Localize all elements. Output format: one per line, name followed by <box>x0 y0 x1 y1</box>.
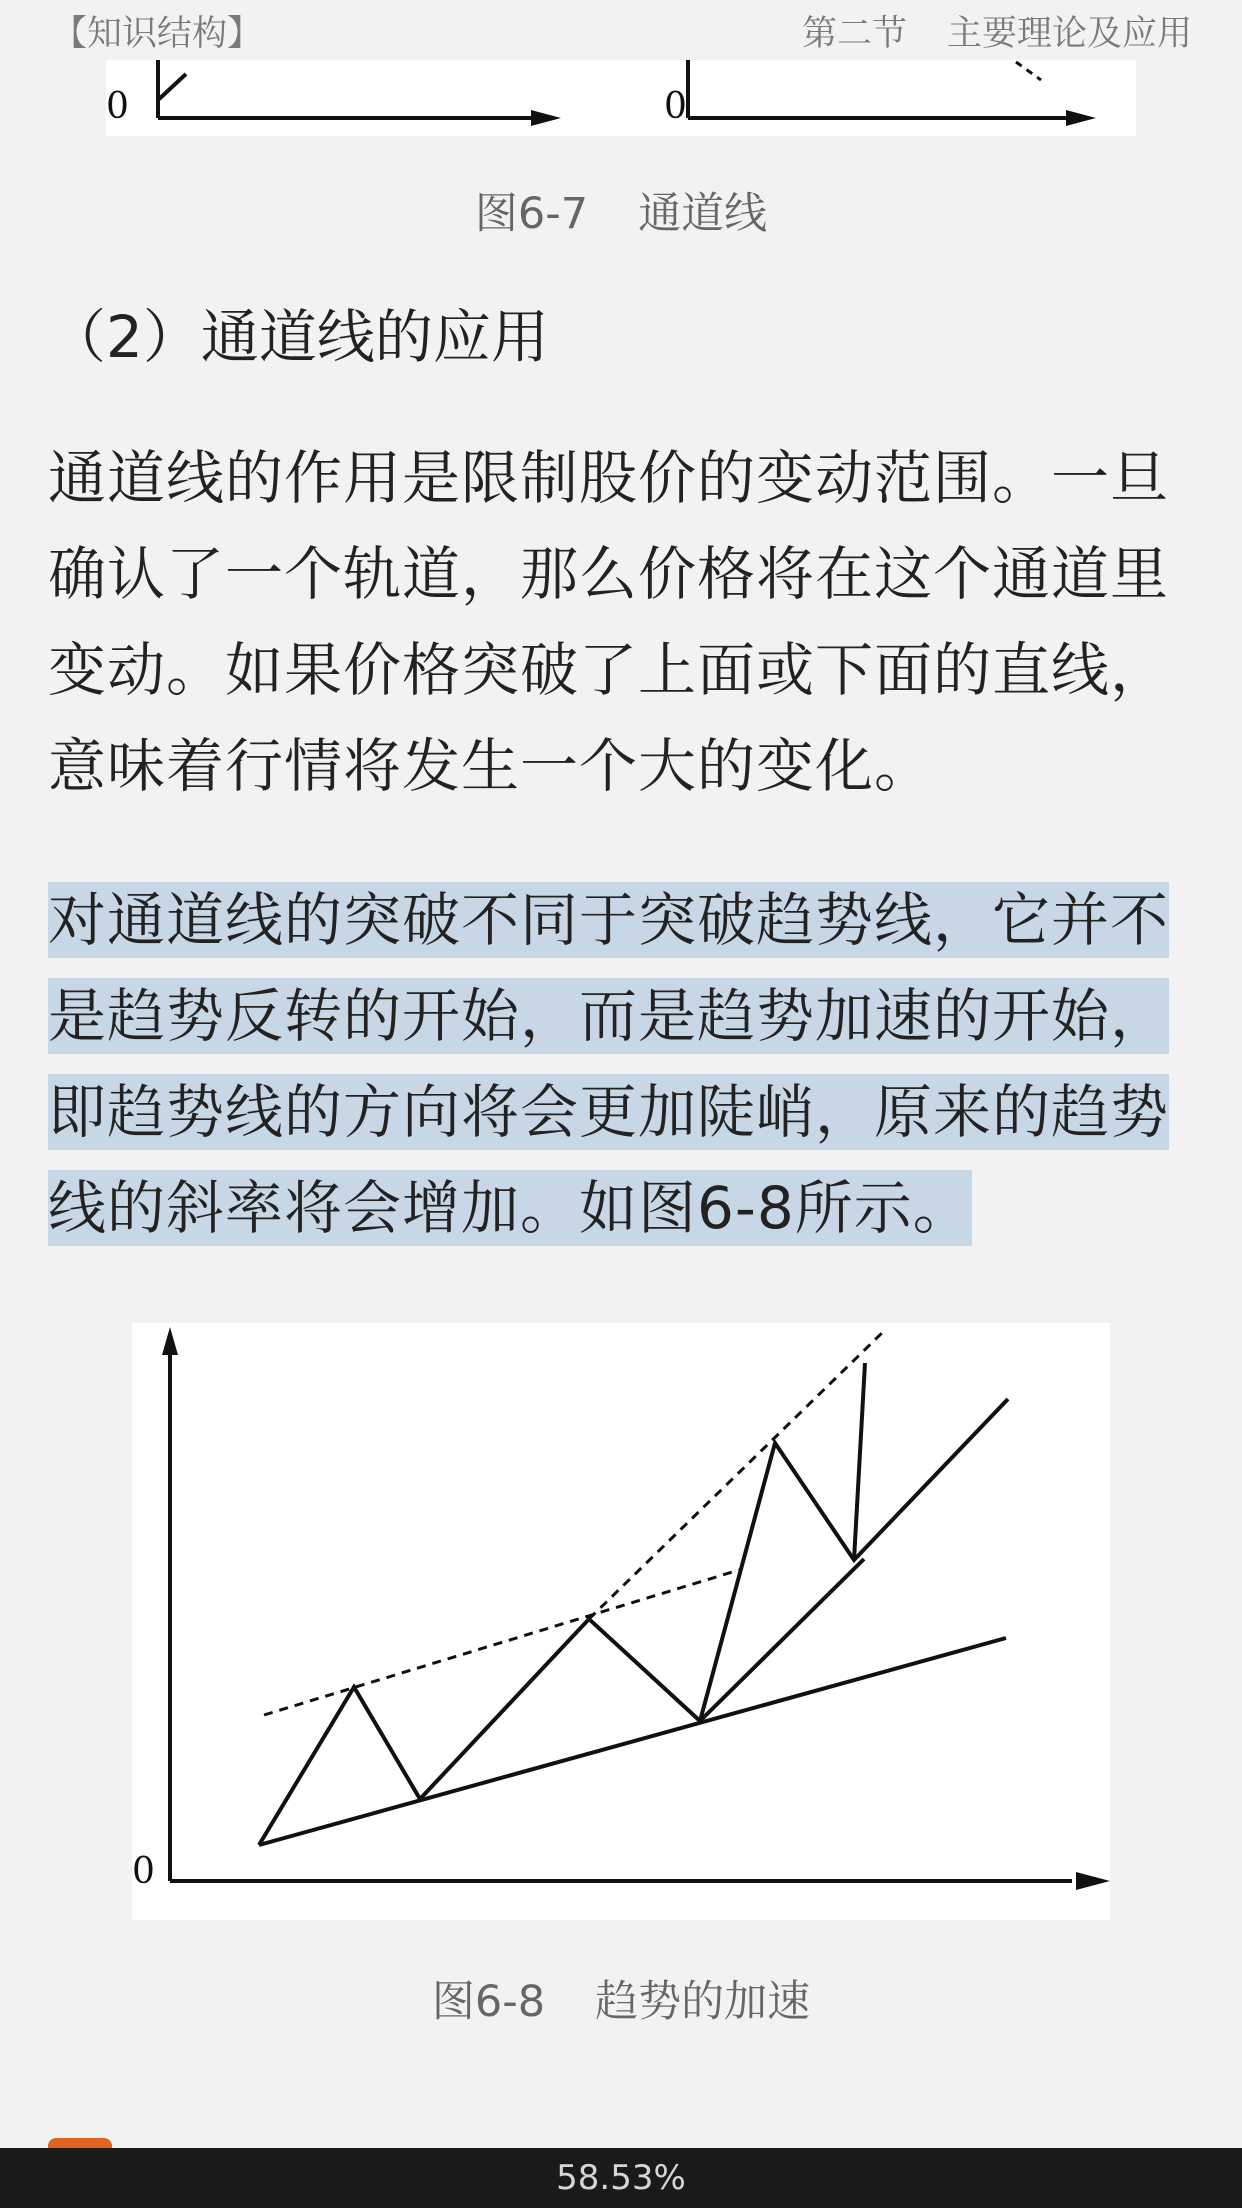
fig7-origin-right: 0 <box>664 86 687 127</box>
figure-6-7-caption <box>0 180 1242 241</box>
figure-6-8-caption <box>0 1968 1242 2029</box>
header-section <box>802 6 1192 56</box>
accelerated-trend-line <box>700 1559 864 1721</box>
caption-title: 通道线 <box>638 189 768 239</box>
lower-trend-line <box>259 1638 1006 1845</box>
section-heading: （2）通道线的应用 <box>48 303 549 371</box>
paragraph-2[interactable] <box>48 872 1198 1256</box>
header-knowledge-structure[interactable]: 【知识结构】 <box>52 14 263 54</box>
caption-title: 趋势的加速 <box>595 1977 811 2027</box>
header-section-number: 第二节 <box>801 14 907 54</box>
figure-6-8 <box>132 1323 1110 1920</box>
steep-channel-line <box>589 1331 884 1619</box>
highlighted-text[interactable]: 对通道线的突破不同于突破趋势线，它并不是趋势反转的开始，而是趋势加速的开始，即趋势线的方向将会更加陡峭，原来的趋势线的斜率将会增加。如图6-8所示。 <box>48 882 1169 1246</box>
caption-number: 图6-7 <box>474 189 589 239</box>
vertical-spike <box>854 1363 865 1560</box>
price-path <box>259 1399 1008 1845</box>
header-section-title: 主要理论及应用 <box>946 14 1192 54</box>
caption-number: 图6-8 <box>431 1977 546 2027</box>
fig7-origin-left: 0 <box>106 86 129 127</box>
reading-progress-bar[interactable] <box>0 2148 1242 2208</box>
fig8-origin: 0 <box>132 1851 155 1892</box>
paragraph-1: 通道线的作用是限制股价的变动范围。一旦确认了一个轨道，那么价格将在这个通道里变动。如果价格突破了上面或下面的直线，意味着行情将发生一个大的变化。 <box>48 444 1170 800</box>
reading-progress-value: 58.53% <box>556 2158 686 2198</box>
figure-6-7-bottom <box>106 60 1136 136</box>
